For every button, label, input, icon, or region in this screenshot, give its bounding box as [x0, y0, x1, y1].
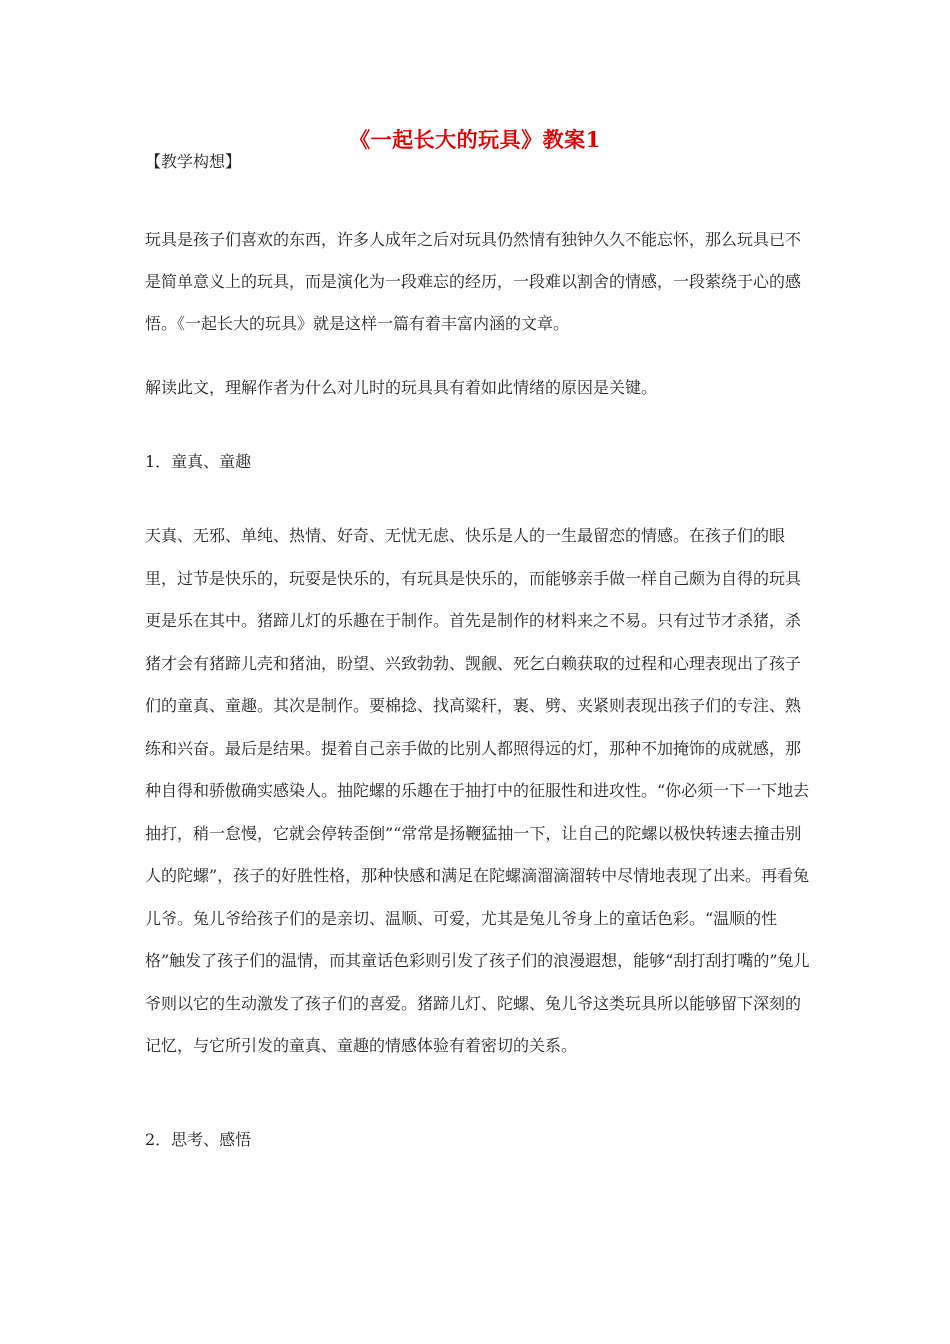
intro-paragraph: 玩具是孩子们喜欢的东西，许多人成年之后对玩具仍然情有独钟久久不能忘怀，那么玩具已不是简单意义上的玩具，而是演化为一段难忘的经历，一段难以割舍的情感，一段萦绕于心的感悟。《一起长大的玩具》就是这样一篇有着丰富内涵的文章。 [145, 230, 802, 333]
section-heading: 【教学构想】 [145, 152, 242, 171]
section-1-body: 天真、无邪、单纯、热情、好奇、无忧无虑、快乐是人的一生最留恋的情感。在孩子们的眼里，过节是快乐的，玩耍是快乐的，有玩具是快乐的，而能够亲手做一样自己颇为自得的玩具更是乐在其中。猪蹄儿灯的乐趣在于制作。首先是制作的材料来之不易。只有过节才杀猪，杀猪才会有猪蹄儿壳和猪油，盼望、兴致勃勃、觊觎、死乞白赖获取的过程和心理表现出了孩子们的童真、童趣。其次是制作。要棉捻、找高粱秆，裹、劈、夹紧则表现出孩子们的专注、熟练和兴奋。最后是结果。提着自己亲手做的比别人都照得远的灯，那种不加掩饰的成就感，那种自得和骄傲确实感染人。抽陀螺的乐趣在于抽打中的征服性和进攻性。“你必须一下一下地去抽打，稍一怠慢，它就会停转歪倒”“常常是扬鞭猛抽一下，让自己的陀螺以极快转速去撞击别人的陀螺”，孩子的好胜性格，那种快感和满足在陀螺滴溜滴溜转中尽情地表现了出来。再看兔儿爷。兔儿爷给孩子们的是亲切、温顺、可爱，尤其是兔儿爷身上的童话色彩。“温顺的性格”触发了孩子们的温情，而其童话色彩则引发了孩子们的浪漫遐想，能够“刮打刮打嘴的”兔儿爷则以它的生动激发了孩子们的喜爱。猪蹄儿灯、陀螺、兔儿爷这类玩具所以能够留下深刻的记忆，与它所引发的童真、童趣的情感体验有着密切的关系。 [145, 526, 810, 1055]
page-title: 《一起长大的玩具》教案1 [349, 127, 601, 152]
key-paragraph: 解读此文，理解作者为什么对儿时的玩具具有着如此情绪的原因是关键。 [145, 378, 658, 397]
section-1-title: 1．童真、童趣 [145, 452, 252, 471]
section-2-title: 2．思考、感悟 [145, 1130, 252, 1149]
